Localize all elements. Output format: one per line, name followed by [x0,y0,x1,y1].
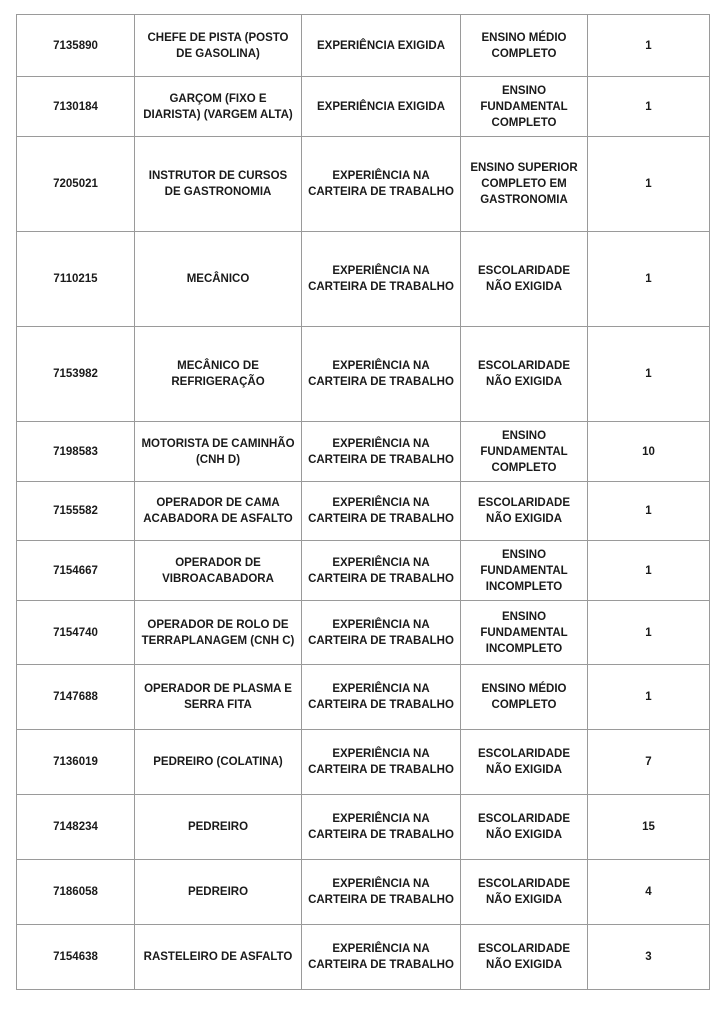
job-code: 7136019 [17,730,135,795]
job-vacancies-table [16,14,710,990]
job-education: ENSINO FUNDAMENTAL INCOMPLETO [461,601,588,665]
table-row [17,925,710,990]
job-vacancies: 1 [588,15,710,77]
job-education: ESCOLARIDADE NÃO EXIGIDA [461,730,588,795]
job-experience: EXPERIÊNCIA NA CARTEIRA DE TRABALHO [302,925,461,990]
job-education: ESCOLARIDADE NÃO EXIGIDA [461,327,588,422]
job-vacancies: 1 [588,482,710,541]
job-education: ESCOLARIDADE NÃO EXIGIDA [461,860,588,925]
job-vacancies: 1 [588,601,710,665]
job-education: ENSINO MÉDIO COMPLETO [461,15,588,77]
job-title: PEDREIRO [135,795,302,860]
table-row [17,77,710,137]
table-row [17,15,710,77]
table-row [17,541,710,601]
table-row [17,482,710,541]
job-experience: EXPERIÊNCIA EXIGIDA [302,15,461,77]
table-row [17,730,710,795]
job-code: 7110215 [17,232,135,327]
job-title: MECÂNICO [135,232,302,327]
job-experience: EXPERIÊNCIA NA CARTEIRA DE TRABALHO [302,541,461,601]
job-code: 7135890 [17,15,135,77]
job-title: OPERADOR DE VIBROACABADORA [135,541,302,601]
job-vacancies: 4 [588,860,710,925]
job-code: 7130184 [17,77,135,137]
job-education: ENSINO SUPERIOR COMPLETO EM GASTRONOMIA [461,137,588,232]
job-code: 7154638 [17,925,135,990]
job-experience: EXPERIÊNCIA NA CARTEIRA DE TRABALHO [302,327,461,422]
job-title: CHEFE DE PISTA (POSTO DE GASOLINA) [135,15,302,77]
job-code: 7198583 [17,422,135,482]
job-experience: EXPERIÊNCIA NA CARTEIRA DE TRABALHO [302,422,461,482]
table-row [17,665,710,730]
job-vacancies: 15 [588,795,710,860]
job-education: ENSINO FUNDAMENTAL INCOMPLETO [461,541,588,601]
job-education: ENSINO FUNDAMENTAL COMPLETO [461,77,588,137]
job-code: 7154740 [17,601,135,665]
job-vacancies: 3 [588,925,710,990]
job-vacancies: 1 [588,665,710,730]
job-education: ESCOLARIDADE NÃO EXIGIDA [461,795,588,860]
job-vacancies: 1 [588,137,710,232]
job-title: GARÇOM (FIXO E DIARISTA) (VARGEM ALTA) [135,77,302,137]
job-education: ESCOLARIDADE NÃO EXIGIDA [461,925,588,990]
job-title: OPERADOR DE PLASMA E SERRA FITA [135,665,302,730]
job-experience: EXPERIÊNCIA NA CARTEIRA DE TRABALHO [302,795,461,860]
job-education: ENSINO MÉDIO COMPLETO [461,665,588,730]
job-experience: EXPERIÊNCIA NA CARTEIRA DE TRABALHO [302,730,461,795]
job-title: PEDREIRO (COLATINA) [135,730,302,795]
table-row [17,601,710,665]
table-row [17,327,710,422]
table-row [17,232,710,327]
table-row [17,137,710,232]
table-row [17,860,710,925]
job-experience: EXPERIÊNCIA NA CARTEIRA DE TRABALHO [302,860,461,925]
job-vacancies: 1 [588,541,710,601]
job-experience: EXPERIÊNCIA NA CARTEIRA DE TRABALHO [302,482,461,541]
job-code: 7147688 [17,665,135,730]
job-vacancies: 1 [588,232,710,327]
job-experience: EXPERIÊNCIA NA CARTEIRA DE TRABALHO [302,601,461,665]
job-code: 7186058 [17,860,135,925]
job-title: OPERADOR DE ROLO DE TERRAPLANAGEM (CNH C) [135,601,302,665]
job-experience: EXPERIÊNCIA NA CARTEIRA DE TRABALHO [302,665,461,730]
job-title: MECÂNICO DE REFRIGERAÇÃO [135,327,302,422]
job-code: 7205021 [17,137,135,232]
job-experience: EXPERIÊNCIA NA CARTEIRA DE TRABALHO [302,232,461,327]
table-row [17,422,710,482]
job-vacancies: 7 [588,730,710,795]
job-experience: EXPERIÊNCIA NA CARTEIRA DE TRABALHO [302,137,461,232]
job-vacancies: 1 [588,77,710,137]
job-title: RASTELEIRO DE ASFALTO [135,925,302,990]
job-education: ESCOLARIDADE NÃO EXIGIDA [461,482,588,541]
job-experience: EXPERIÊNCIA EXIGIDA [302,77,461,137]
job-title: MOTORISTA DE CAMINHÃO (CNH D) [135,422,302,482]
job-code: 7154667 [17,541,135,601]
job-title: OPERADOR DE CAMA ACABADORA DE ASFALTO [135,482,302,541]
table-row [17,795,710,860]
job-code: 7153982 [17,327,135,422]
job-title: PEDREIRO [135,860,302,925]
job-code: 7155582 [17,482,135,541]
job-education: ESCOLARIDADE NÃO EXIGIDA [461,232,588,327]
job-vacancies: 1 [588,327,710,422]
job-title: INSTRUTOR DE CURSOS DE GASTRONOMIA [135,137,302,232]
job-vacancies: 10 [588,422,710,482]
job-code: 7148234 [17,795,135,860]
job-education: ENSINO FUNDAMENTAL COMPLETO [461,422,588,482]
